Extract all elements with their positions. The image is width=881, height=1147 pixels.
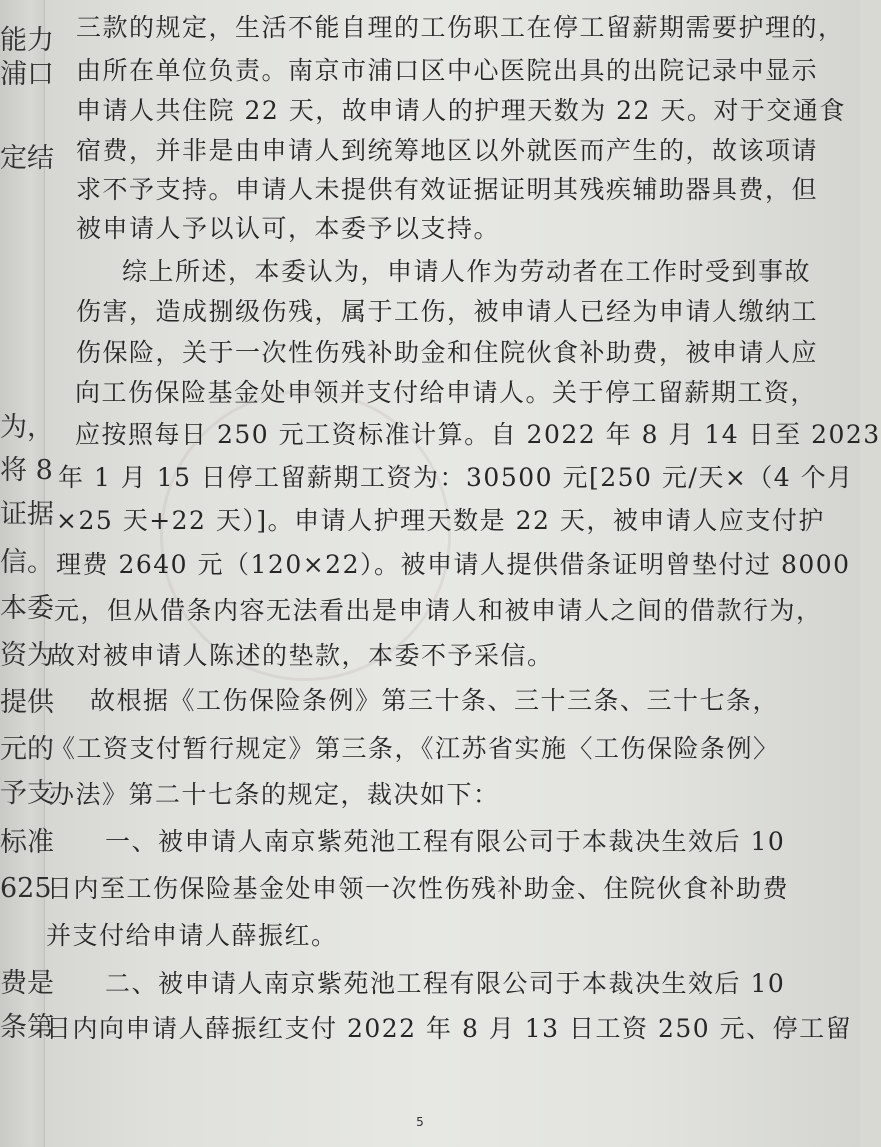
- body-line: 《工资支付暂行规定》第三条，《江苏省实施〈工伤保险条例〉: [50, 734, 780, 763]
- body-line: 宿费，并非是由申请人到统筹地区以外就医而产生的，故该项请: [76, 136, 819, 165]
- body-line: 日内至工伤保险基金处申领一次性伤残补助金、住院伙食补助费: [47, 874, 790, 903]
- body-line: 由所在单位负责。南京市浦口区中心医院出具的出院记录中显示: [76, 56, 819, 85]
- body-line: 申请人共住院 22 天，故申请人的护理天数为 22 天。对于交通食: [76, 96, 846, 125]
- margin-fragment: 定结: [0, 143, 54, 174]
- margin-fragment: 条第: [0, 1012, 54, 1043]
- margin-fragment: 元的: [0, 734, 54, 765]
- body-line: 被申请人予以认可，本委予以支持。: [76, 214, 501, 243]
- body-line: 向工伤保险基金处申领并支付给申请人。关于停工留薪期工资，: [75, 378, 818, 407]
- margin-fragment: 将 8: [0, 455, 53, 486]
- body-line: 办法》第二十七条的规定，裁决如下：: [49, 780, 500, 809]
- body-line: 故对被申请人陈述的垫款，本委不予采信。: [50, 641, 554, 670]
- body-line: 求不予支持。申请人未提供有效证据证明其残疾辅助器具费，但: [76, 175, 819, 204]
- margin-fragment: 费是: [0, 968, 54, 999]
- margin-fragment: 625: [0, 873, 52, 904]
- body-line: 综上所述，本委认为，申请人作为劳动者在工作时受到事故: [122, 257, 812, 286]
- body-line: 二、被申请人南京紫苑池工程有限公司于本裁决生效后 10: [105, 969, 786, 998]
- margin-fragment: 本委: [0, 593, 54, 624]
- margin-fragment: 能力: [0, 25, 54, 56]
- margin-fragment: 予支: [0, 778, 54, 809]
- body-line: 并支付给申请人薛振红。: [46, 921, 338, 950]
- body-line: 一、被申请人南京紫苑池工程有限公司于本裁决生效后 10: [105, 827, 786, 856]
- body-line: 年 1 月 15 日停工留薪期工资为：30500 元[250 元/天×（4 个月: [58, 463, 854, 492]
- body-line: 应按照每日 250 元工资标准计算。自 2022 年 8 月 14 日至 2023: [75, 420, 881, 449]
- margin-fragment: 浦口: [0, 59, 54, 90]
- margin-fragment: 资为: [0, 640, 54, 671]
- body-line: 理费 2640 元（120×22）。被申请人提供借条证明曾垫付过 8000: [56, 550, 851, 579]
- margin-fragment: 为，: [0, 412, 54, 443]
- margin-fragment: 信。: [0, 547, 54, 578]
- body-line: 伤保险，关于一次性伤残补助金和住院伙食补助费，被申请人应: [76, 338, 819, 367]
- body-line: 伤害，造成捌级伤残，属于工伤，被申请人已经为申请人缴纳工: [76, 297, 819, 326]
- body-line: 故根据《工伤保险条例》第三十条、三十三条、三十七条，: [90, 686, 780, 715]
- margin-fragment: 标准: [0, 827, 54, 858]
- body-line: ×25 天+22 天）]。申请人护理天数是 22 天，被申请人应支付护: [56, 506, 825, 535]
- body-line: 三款的规定，生活不能自理的工伤职工在停工留薪期需要护理的，: [76, 13, 845, 42]
- page-number: 5: [416, 1115, 424, 1129]
- body-line: 元，但从借条内容无法看出是申请人和被申请人之间的借款行为，: [54, 596, 823, 625]
- margin-fragment: 提供: [0, 687, 54, 718]
- body-line: 日内向申请人薛振红支付 2022 年 8 月 13 日工资 250 元、停工留: [46, 1014, 853, 1043]
- margin-fragment: 证据: [0, 499, 54, 530]
